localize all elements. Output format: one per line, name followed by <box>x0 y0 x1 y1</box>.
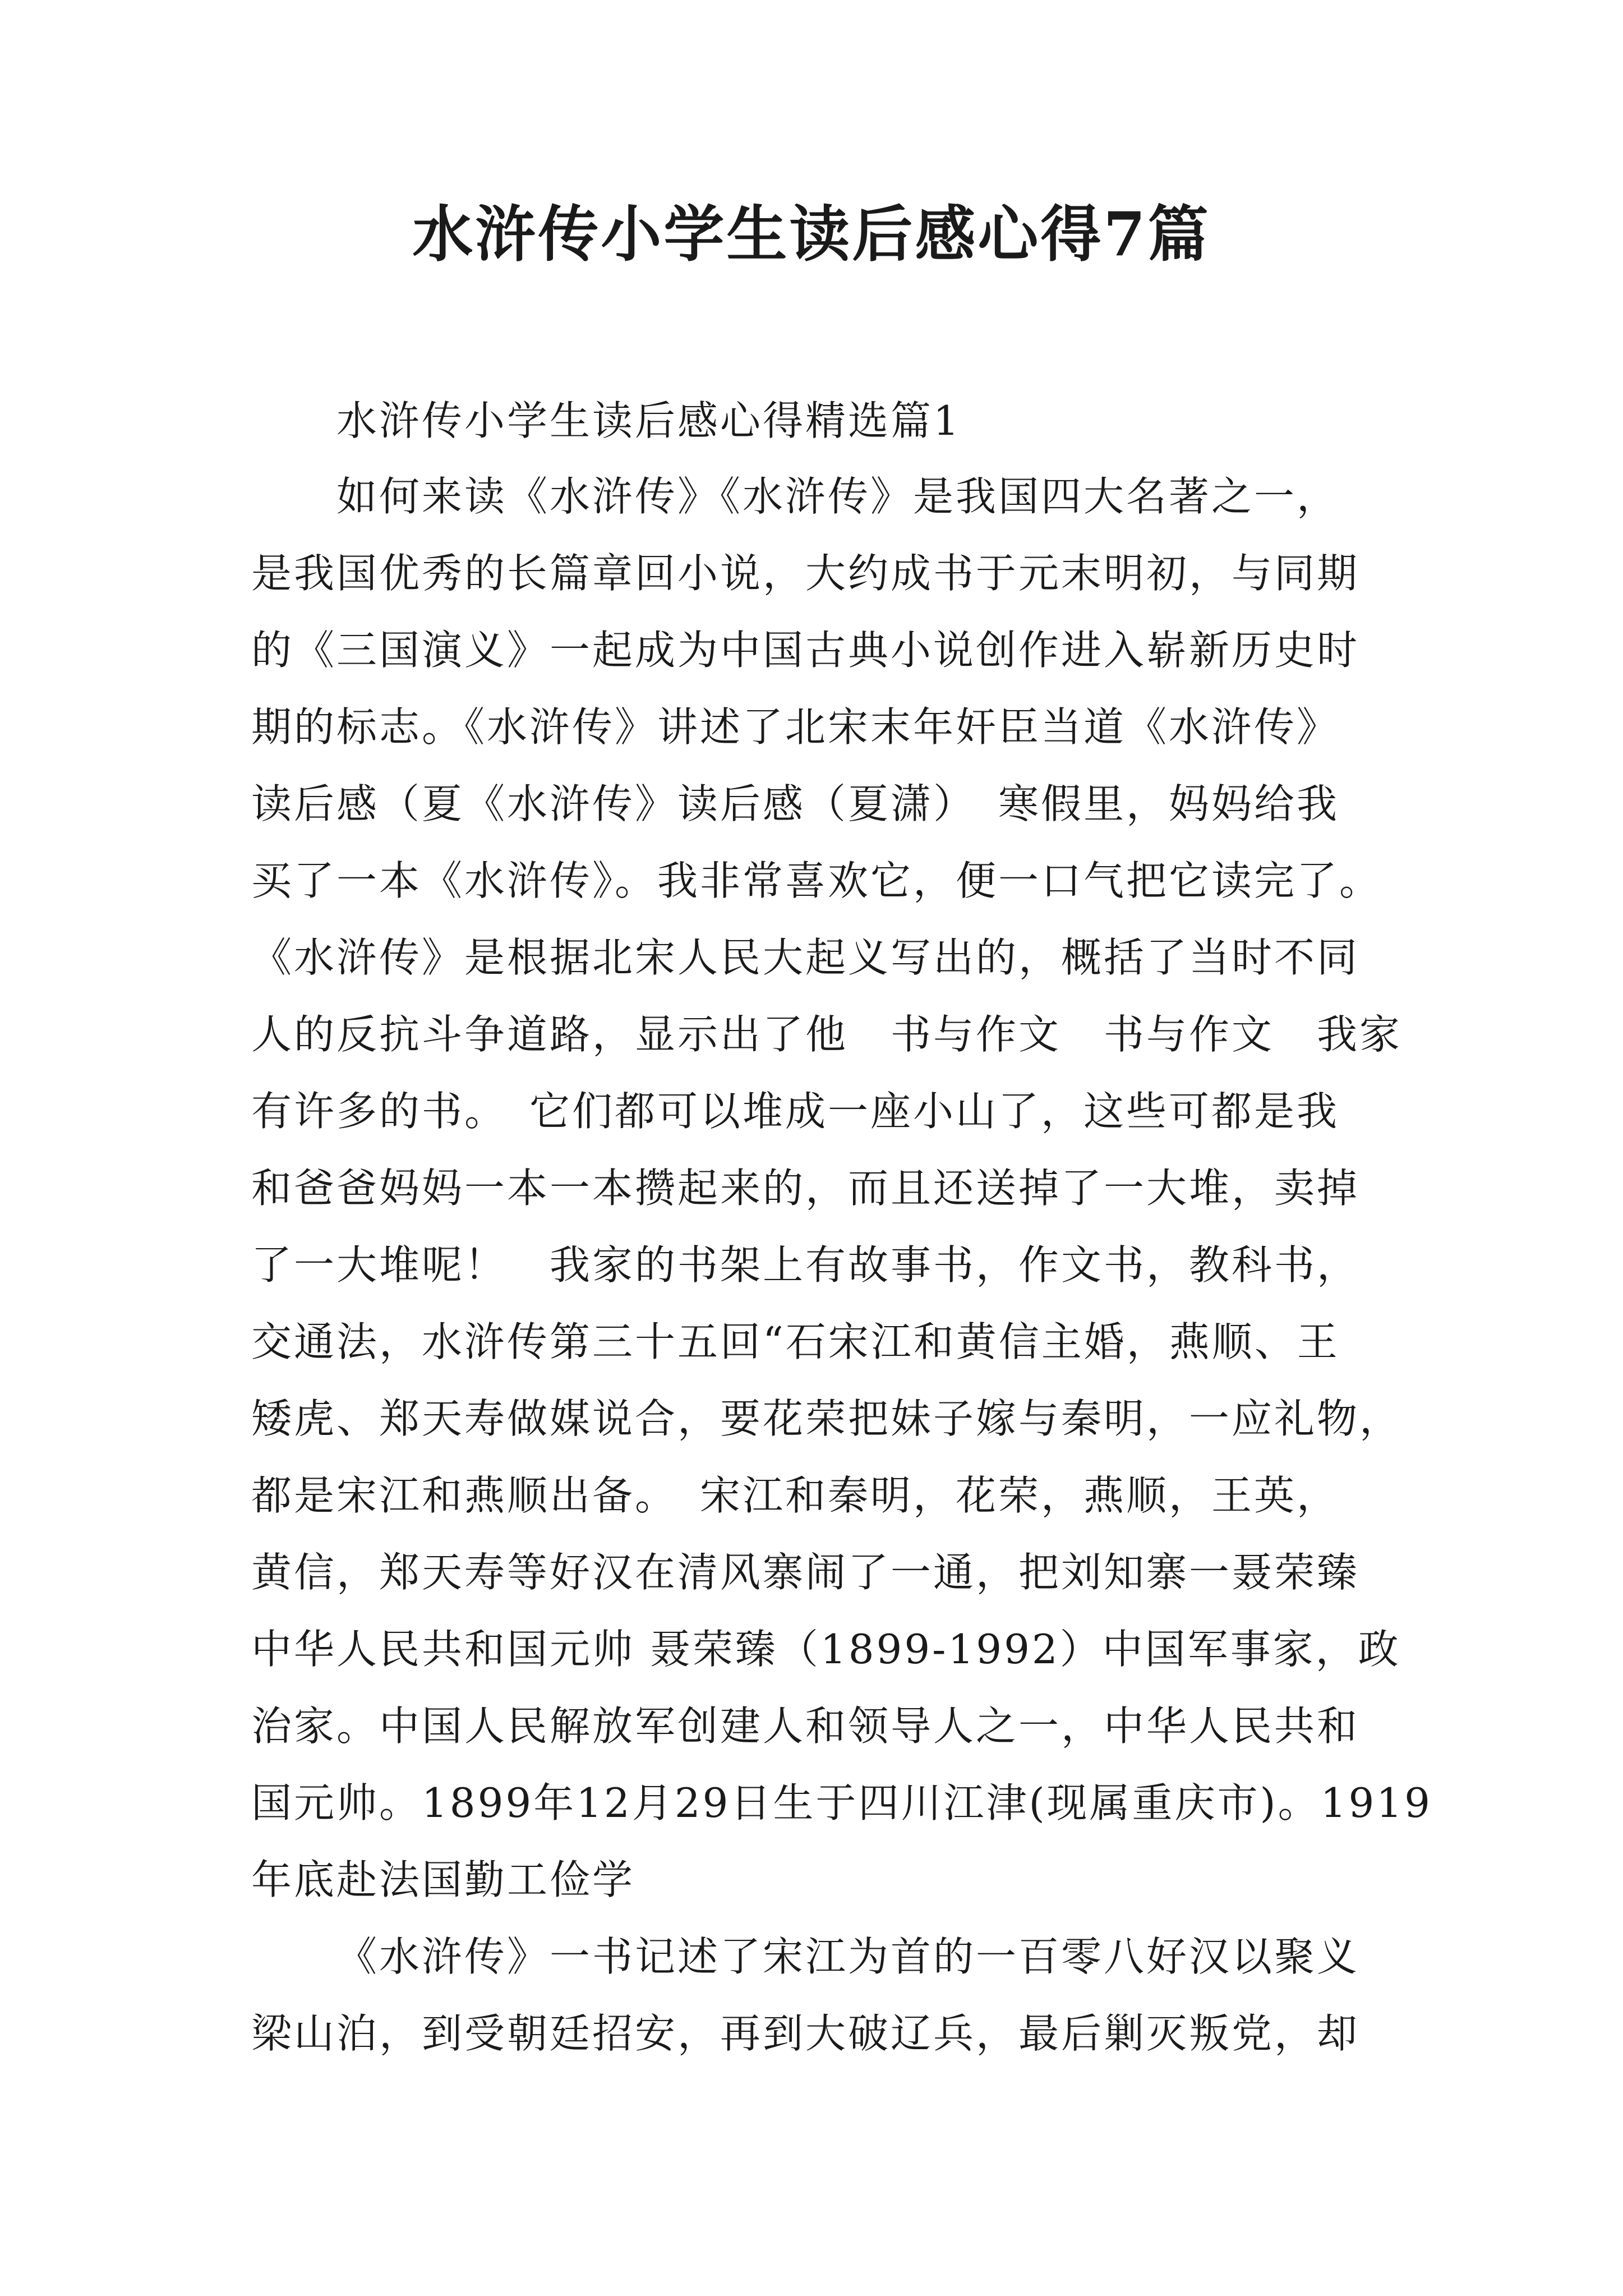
paragraph-line: 治家。中国人民解放军创建人和领导人之一，中华人民共和 <box>251 1703 1360 1750</box>
paragraph-line: 中华人民共和国元帅 聂荣臻（1899-1992）中国军事家，政 <box>251 1626 1401 1673</box>
section-heading: 水浒传小学生读后感心得精选篇1 <box>336 397 961 444</box>
paragraph-line: 的《三国演义》一起成为中国古典小说创作进入崭新历史时 <box>251 627 1360 674</box>
paragraph-line: 梁山泊，到受朝廷招安，再到大破辽兵，最后剿灭叛党，却 <box>251 2010 1360 2057</box>
paragraph-line: 和爸爸妈妈一本一本攒起来的，而且还送掉了一大堆，卖掉 <box>251 1165 1360 1212</box>
paragraph-line: 交通法，水浒传第三十五回“石宋江和黄信主婚，燕顺、王 <box>251 1318 1340 1365</box>
paragraph-line: 期的标志。《水浒传》讲述了北宋末年奸臣当道《水浒传》 <box>251 703 1340 751</box>
paragraph-line: 读后感（夏《水浒传》读后感（夏潇） 寒假里，妈妈给我 <box>251 780 1340 827</box>
paragraph-line: 年底赴法国勤工俭学 <box>251 1856 635 1903</box>
paragraph-line: 了一大堆呢！ 我家的书架上有故事书，作文书，教科书， <box>251 1241 1360 1289</box>
paragraph-line: 都是宋江和燕顺出备。 宋江和秦明，花荣，燕顺，王英， <box>251 1472 1340 1519</box>
paragraph-line: 《水浒传》一书记述了宋江为首的一百零八好汉以聚义 <box>336 1933 1360 1980</box>
paragraph-line: 买了一本《水浒传》。我非常喜欢它，便一口气把它读完了。 <box>251 857 1382 904</box>
paragraph-line: 黄信，郑天寿等好汉在清风寨闹了一通，把刘知寨一聂荣臻 <box>251 1549 1360 1596</box>
paragraph-line: 国元帅。1899年12月29日生于四川江津(现属重庆市)。1919 <box>251 1779 1432 1826</box>
paragraph-line: 人的反抗斗争道路，显示出了他 书与作文 书与作文 我家 <box>251 1011 1403 1058</box>
paragraph-line: 矮虎、郑天寿做媒说合，要花荣把妹子嫁与秦明，一应礼物， <box>251 1395 1403 1442</box>
paragraph-line: 是我国优秀的长篇章回小说，大约成书于元末明初，与同期 <box>251 550 1360 597</box>
paragraph-line: 如何来读《水浒传》《水浒传》是我国四大名著之一， <box>336 473 1340 520</box>
paragraph-line: 有许多的书。 它们都可以堆成一座小山了，这些可都是我 <box>251 1088 1340 1135</box>
document-title: 水浒传小学生读后感心得7篇 <box>412 199 1211 270</box>
paragraph-line: 《水浒传》是根据北宋人民大起义写出的，概括了当时不同 <box>251 934 1360 981</box>
